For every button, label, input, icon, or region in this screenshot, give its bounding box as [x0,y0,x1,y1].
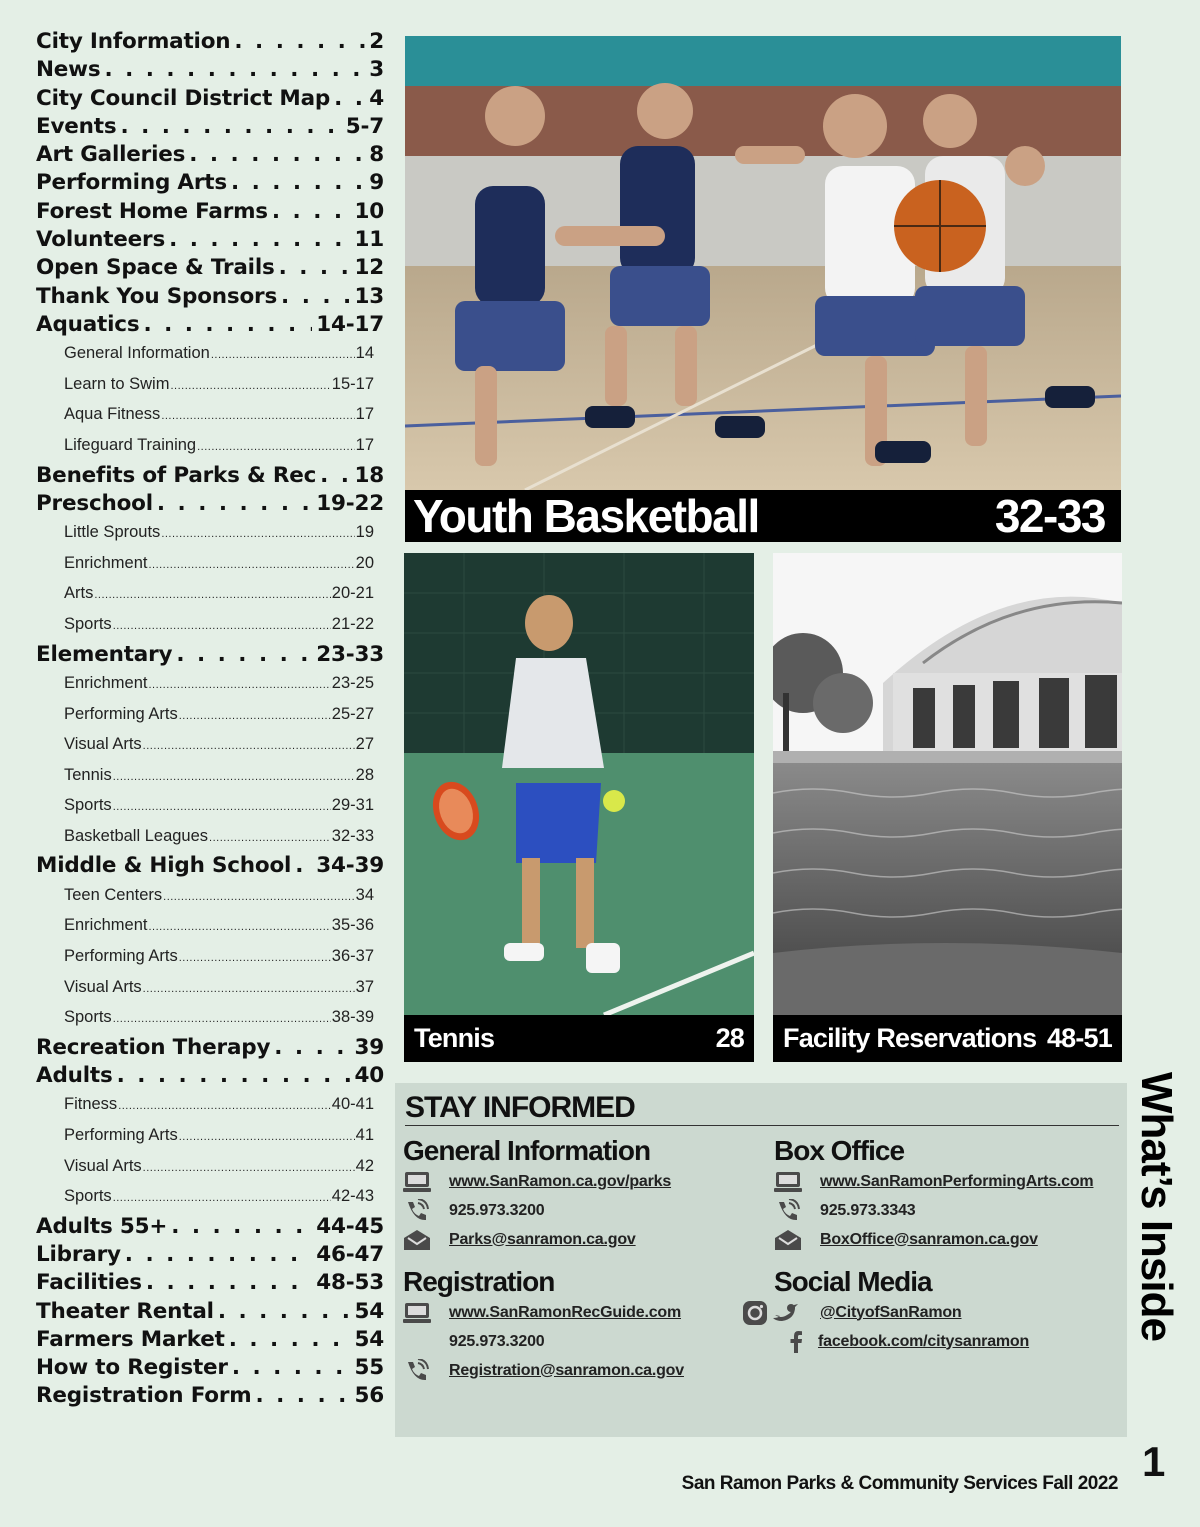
facility-photo [773,553,1122,1015]
toc-entry-page: 36-37 [331,946,374,965]
toc-subentry[interactable] [64,579,384,610]
toc-leader-dots [148,551,354,580]
toc-leader-dots [197,433,355,462]
toc-entry-page: 37 [355,977,374,996]
toc-leader-dots [232,1354,351,1382]
feature-label: Facility Reservations [783,1023,1037,1053]
toc-entry-page: 55 [354,1355,384,1381]
toc-entry-page: 54 [354,1298,384,1324]
instagram-icon[interactable] [742,1300,768,1326]
general-email-row[interactable] [403,1225,671,1254]
toc-leader-dots [113,612,331,641]
toc-entry[interactable] [36,1354,384,1382]
toc-entry[interactable] [36,28,384,56]
registration-phone: 925.973.3200 [449,1332,545,1350]
stay-informed-panel [395,1083,1127,1437]
tennis-caption [404,1015,754,1062]
toc-entry-page: 3 [369,57,384,83]
toc-entry-page: 14 [355,344,374,363]
toc-entry[interactable] [36,1269,384,1297]
toc-leader-dots [161,520,354,549]
toc-leader-dots [274,1034,350,1062]
general-email-link[interactable]: Parks@sanramon.ca.gov [449,1230,636,1248]
toc-entry-label: Volunteers [36,227,166,253]
toc-entry-page: 23-25 [331,673,374,692]
toc-leader-dots [146,1269,312,1297]
toc-entry-label: Teen Centers [64,885,163,904]
toc-entry-page: 40 [354,1063,384,1089]
tennis-feature[interactable] [404,553,754,1062]
toc-entry-label: Thank You Sponsors [36,283,278,309]
toc-subentry[interactable] [64,400,384,431]
toc-leader-dots [211,341,355,370]
toc-entry-label: Benefits of Parks & Rec [36,462,317,488]
toc-leader-dots [169,226,350,254]
toc-entry[interactable] [36,226,384,254]
toc-entry-page: 11 [354,227,384,253]
toc-entry-page: 10 [354,198,384,224]
toc-entry-page: 17 [355,405,374,424]
toc-entry-label: City Information [36,29,231,54]
toc-leader-dots [272,198,351,226]
toc-subentry[interactable] [64,700,384,731]
social-handle-link[interactable]: @CityofSanRamon [820,1303,962,1321]
toc-entry-page: 20 [355,553,374,572]
toc-entry-label: Visual Arts [64,735,142,754]
toc-leader-dots [148,671,330,700]
toc-entry-label: Performing Arts [64,704,178,723]
toc-entry-label: Open Space & Trails [36,255,275,281]
general-information-heading: General Information [403,1135,651,1166]
toc-leader-dots [117,1062,351,1090]
toc-subentry[interactable] [64,669,384,700]
toc-subentry[interactable] [64,549,384,580]
facebook-icon [774,1331,818,1353]
box-office-website-row[interactable] [774,1167,1093,1196]
toc-entry-page: 38-39 [331,1008,374,1027]
toc-subentry[interactable] [64,431,384,462]
social-handle-row[interactable] [774,1298,1029,1327]
toc-entry-page: 32-33 [331,826,374,845]
registration-website-row[interactable] [403,1298,684,1327]
toc-entry-label: Forest Home Farms [36,198,268,224]
toc-subentry[interactable] [64,973,384,1004]
social-media-section [774,1266,1029,1356]
toc-entry-label: Sports [64,615,112,634]
toc-entry-label: Basketball Leagues [64,826,209,845]
box-office-website-link[interactable]: www.SanRamonPerformingArts.com [820,1172,1094,1190]
toc-entry-label: Theater Rental [36,1298,214,1324]
basketball-photo [405,36,1121,490]
feature-label: Youth Basketball [413,490,759,542]
toc-entry-page: 21-22 [331,615,374,634]
toc-entry-label: Aqua Fitness [64,405,161,424]
computer-icon [403,1171,449,1193]
toc-subentry[interactable] [64,822,384,853]
toc-leader-dots [163,883,355,912]
toc-subentry[interactable] [64,791,384,822]
toc-entry-label: Preschool [36,490,153,516]
toc-entry-page: 4 [369,85,384,111]
toc-entry-label: Lifeguard Training [64,436,197,455]
toc-entry-page: 56 [354,1383,384,1409]
toc-entry-label: Performing Arts [64,1125,178,1144]
toc-entry-label: Facilities [36,1270,142,1296]
toc-subentry[interactable] [64,730,384,761]
toc-leader-dots [113,1005,331,1034]
toc-entry-page: 27 [355,735,374,754]
general-phone: 925.973.3200 [449,1201,545,1219]
toc-leader-dots [179,702,331,731]
toc-entry-page: 5-7 [345,113,384,139]
toc-subentry[interactable] [64,881,384,912]
youth-basketball-caption [405,490,1121,542]
toc-entry-label: Adults 55+ [36,1213,168,1239]
toc-entry-page: 46-47 [316,1242,384,1267]
toc-entry-page: 8 [369,142,384,168]
toc-subentry[interactable] [64,518,384,549]
phone-icon [403,1199,449,1223]
toc-subentry[interactable] [64,1090,384,1121]
toc-entry-label: How to Register [36,1355,228,1381]
registration-section [403,1266,684,1385]
toc-entry[interactable] [36,198,384,226]
toc-entry-page: 42 [355,1156,374,1175]
toc-leader-dots [320,462,350,490]
tennis-photo [404,553,754,1015]
social-icons [742,1300,820,1326]
toc-leader-dots [143,1154,355,1183]
toc-subentry[interactable] [64,1003,384,1034]
toc-entry-page: 35-36 [331,916,374,935]
toc-subentry[interactable] [64,370,384,401]
toc-entry[interactable] [36,169,384,197]
toc-entry-page: 15-17 [331,374,374,393]
registration-email-link[interactable]: Registration@sanramon.ca.gov [449,1361,684,1379]
toc-entry-label: Elementary [36,641,173,667]
toc-entry-page: 54 [354,1326,384,1352]
box-office-phone: 925.973.3343 [820,1201,916,1219]
toc-entry[interactable] [36,254,384,282]
computer-icon [774,1171,820,1193]
toc-subentry[interactable] [64,610,384,641]
toc-leader-dots [143,975,355,1004]
toc-entry-label: Recreation Therapy [36,1034,271,1060]
toc-entry-page: 19-22 [316,490,384,516]
toc-leader-dots [179,944,331,973]
box-office-email-link[interactable]: BoxOffice@sanramon.ca.gov [820,1230,1038,1248]
email-icon [774,1229,820,1251]
registration-heading: Registration [403,1266,555,1297]
toc-entry-page: 34-39 [316,853,384,879]
toc-entry[interactable] [36,852,384,880]
general-website-link[interactable]: www.SanRamon.ca.gov/parks [449,1172,672,1190]
toc-leader-dots [113,1184,331,1213]
toc-leader-dots [231,169,365,197]
toc-entry-label: Arts [64,584,94,603]
toc-entry-page: 13 [354,283,384,309]
toc-entry-page: 9 [369,170,384,196]
page-number: 1 [1142,1438,1166,1485]
toc-entry[interactable] [36,1062,384,1090]
toc-entry[interactable] [36,1213,384,1241]
toc-entry[interactable] [36,85,384,113]
toc-entry-label: Library [36,1242,121,1267]
twitter-icon[interactable] [772,1301,800,1325]
toc-leader-dots [113,793,331,822]
box-office-section [774,1135,1093,1254]
toc-leader-dots [120,113,341,141]
computer-icon [403,1302,449,1324]
box-office-phone-row[interactable] [774,1196,1093,1225]
toc-entry-label: Sports [64,796,112,815]
toc-entry-page: 34 [355,885,374,904]
toc-entry-label: Little Sprouts [64,523,161,542]
toc-entry-page: 41 [355,1125,374,1144]
feature-page: 32-33 [994,490,1105,542]
toc-entry-label: Visual Arts [64,977,142,996]
toc-leader-dots [161,402,354,431]
stay-informed-title: STAY INFORMED [405,1091,1119,1126]
toc-entry-label: City Council District Map [36,85,331,111]
toc-leader-dots [189,141,365,169]
general-information-section [403,1135,671,1254]
toc-entry-label: Middle & High School [36,853,292,879]
toc-entry-page: 12 [354,255,384,281]
toc-entry-page: 19 [355,523,374,542]
toc-entry-label: News [36,57,101,83]
feature-page: 48-51 [1046,1023,1112,1053]
toc-entry-page: 42-43 [331,1187,374,1206]
footer-publication-line: San Ramon Parks & Community Services Fall 2022 [681,1473,1118,1494]
toc-subentry[interactable] [64,1152,384,1183]
toc-entry-page: 29-31 [331,796,374,815]
toc-leader-dots [176,641,312,669]
toc-entry[interactable] [36,641,384,669]
facebook-link[interactable]: facebook.com/citysanramon [818,1332,1030,1350]
toc-entry-page: 2 [369,29,384,54]
toc-entry-label: Adults [36,1063,113,1089]
toc-entry-page: 25-27 [331,704,374,723]
toc-entry[interactable] [36,56,384,84]
toc-entry-label: Art Galleries [36,142,186,168]
toc-leader-dots [171,1213,312,1241]
toc-leader-dots [157,490,312,518]
facebook-row[interactable] [774,1327,1029,1356]
toc-entry[interactable] [36,1298,384,1326]
toc-entry[interactable] [36,311,384,339]
toc-leader-dots [125,1241,312,1269]
registration-website-link[interactable]: www.SanRamonRecGuide.com [449,1303,681,1321]
toc-entry-page: 44-45 [316,1213,384,1239]
toc-entry[interactable] [36,490,384,518]
toc-entry-label: Sports [64,1008,112,1027]
toc-entry-label: Events [36,113,117,139]
phone-icon [403,1359,449,1383]
youth-basketball-feature[interactable] [405,36,1121,542]
toc-entry-label: Enrichment [64,553,148,572]
toc-entry-page: 17 [355,436,374,455]
toc-entry-label: Tennis [64,765,112,784]
toc-entry-label: Farmers Market [36,1326,225,1352]
toc-subentry[interactable] [64,942,384,973]
toc-entry-label: Fitness [64,1095,118,1114]
toc-leader-dots [118,1092,331,1121]
toc-leader-dots [279,254,351,282]
facility-reservations-caption [773,1015,1122,1062]
toc-leader-dots [143,311,312,339]
toc-entry-label: Enrichment [64,673,148,692]
toc-entry[interactable] [36,1034,384,1062]
toc-leader-dots [179,1123,355,1152]
toc-entry[interactable] [36,283,384,311]
toc-entry-label: Aquatics [36,311,140,337]
email-icon [403,1229,449,1251]
toc-entry-label: Sports [64,1187,112,1206]
toc-entry[interactable] [36,462,384,490]
toc-entry[interactable] [36,1326,384,1354]
toc-entry-label: Performing Arts [36,170,227,196]
toc-entry-label: Performing Arts [64,946,178,965]
toc-leader-dots [209,824,331,853]
toc-leader-dots [94,581,330,610]
toc-entry-page: 20-21 [331,584,374,603]
feature-label: Tennis [414,1023,495,1053]
toc-entry[interactable] [36,113,384,141]
box-office-email-row[interactable] [774,1225,1093,1254]
toc-subentry[interactable] [64,1121,384,1152]
toc-subentry[interactable] [64,339,384,370]
toc-entry-label: Visual Arts [64,1156,142,1175]
phone-icon [774,1199,820,1223]
toc-leader-dots [104,56,365,84]
toc-entry-label: Enrichment [64,916,148,935]
toc-leader-dots [295,852,312,880]
feature-page: 28 [715,1023,744,1053]
whats-inside-title: What’s Inside [1132,1072,1181,1341]
toc-entry-page: 48-53 [316,1270,384,1296]
toc-leader-dots [148,913,330,942]
toc-leader-dots [234,28,365,56]
table-of-contents [36,28,384,1411]
toc-entry-page: 40-41 [331,1095,374,1114]
toc-entry-label: Registration Form [36,1383,252,1409]
toc-entry-label: General Information [64,344,210,363]
toc-entry-page: 18 [354,462,384,488]
toc-entry[interactable] [36,141,384,169]
toc-subentry[interactable] [64,1182,384,1213]
toc-leader-dots [143,732,355,761]
toc-entry-page: 14-17 [316,311,384,337]
box-office-heading: Box Office [774,1135,905,1166]
toc-subentry[interactable] [64,911,384,942]
registration-phone-row [403,1327,684,1356]
toc-leader-dots [255,1382,350,1410]
registration-email-row[interactable] [403,1356,684,1385]
toc-entry-page: 23-33 [316,641,384,667]
toc-leader-dots [281,283,350,311]
toc-entry[interactable] [36,1382,384,1410]
toc-entry[interactable] [36,1241,384,1269]
facility-reservations-feature[interactable] [773,553,1122,1062]
general-website-row[interactable] [403,1167,671,1196]
toc-entry-page: 28 [355,765,374,784]
toc-leader-dots [170,372,330,401]
toc-entry-label: Learn to Swim [64,374,170,393]
toc-leader-dots [229,1326,351,1354]
social-media-heading: Social Media [774,1266,932,1297]
toc-leader-dots [334,85,365,113]
toc-entry-page: 39 [354,1034,384,1060]
toc-subentry[interactable] [64,761,384,792]
general-phone-row[interactable] [403,1196,671,1225]
toc-leader-dots [113,763,355,792]
toc-leader-dots [218,1298,351,1326]
